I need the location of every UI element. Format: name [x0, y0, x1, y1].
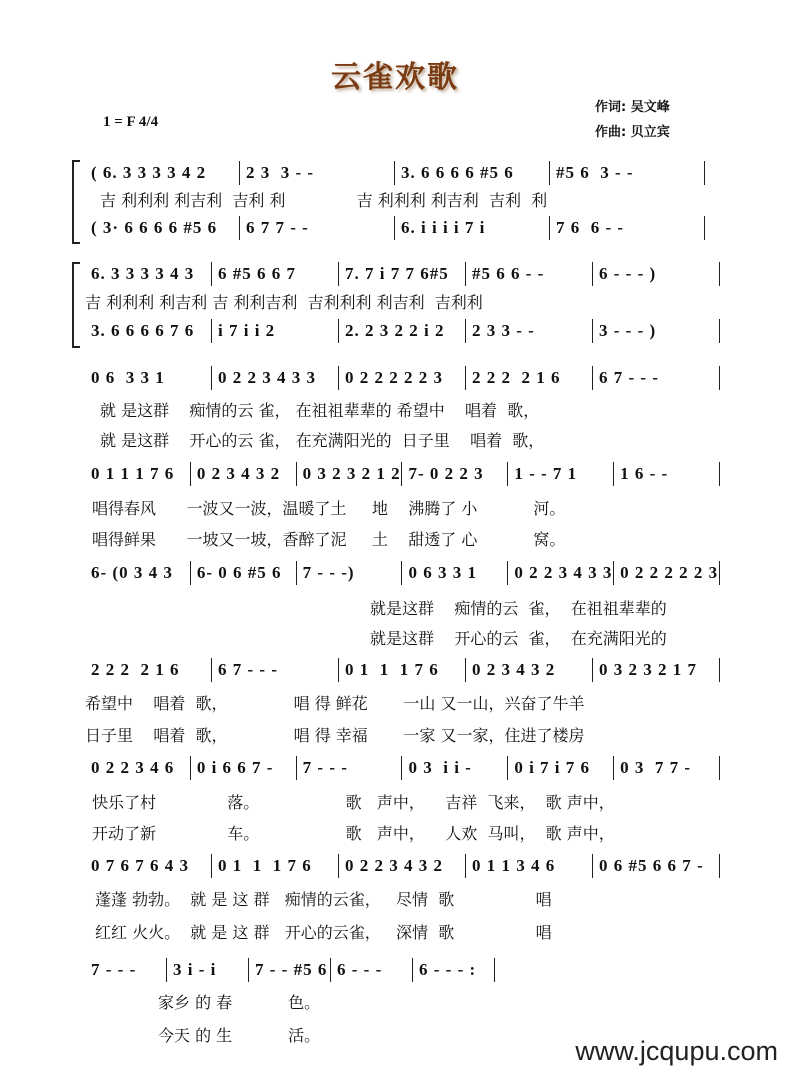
measure: 7 - - - [297, 756, 403, 780]
watermark: www.jcqupu.com [575, 1036, 778, 1066]
measure: 3. 6 6 6 6 7 6 [85, 319, 212, 343]
measure: 2 3 3 - - [466, 319, 593, 343]
measure: 0 1 1 1 7 6 [212, 854, 339, 878]
lyricist: 作词: 吴文峰 [595, 100, 670, 115]
notation-row [85, 958, 495, 982]
lyrics-line: 希望中 唱着 歌， 唱 得 鲜花 一山 又一山，兴奋了牛羊 [85, 694, 585, 713]
measure: 7 - - #5 6 [249, 958, 331, 982]
measure: 0 2 2 2 2 2 3 [614, 561, 720, 585]
measure: 1 - - 7 1 [508, 462, 614, 486]
system-bracket [72, 160, 80, 244]
lyrics-line: 就 是这群 开心的云 雀， 在充满阳光的 日子里 唱着 歌， [100, 431, 545, 450]
lyrics-line: 唱得春风 一波又一波，温暖了土 地 沸腾了 小 河。 [92, 499, 566, 518]
measure: 6. i i i i 7 i [395, 216, 550, 240]
measure: 0 3 2 3 2 1 7 [593, 658, 720, 682]
measure: 7 - - -) [297, 561, 403, 585]
measure: 7 - - - [85, 958, 167, 982]
lyrics-line: 快乐了村 落。 歌 声中， 吉祥 飞来， 歌 声中， [92, 793, 615, 812]
measure: 6. 3 3 3 3 4 3 [85, 262, 212, 286]
measure: 0 2 2 3 4 3 3 [508, 561, 614, 585]
measure: 0 2 3 4 3 2 [191, 462, 297, 486]
measure: 0 2 2 3 4 3 3 [212, 366, 339, 390]
measure: 0 2 2 2 2 2 3 [339, 366, 466, 390]
composer: 作曲: 贝立宾 [595, 125, 670, 140]
measure: 0 6 3 3 1 [402, 561, 508, 585]
measure: 6- 0 6 #5 6 [191, 561, 297, 585]
measure: 7- 0 2 2 3 [402, 462, 508, 486]
measure: 0 3 2 3 2 1 2 [297, 462, 403, 486]
measure: 0 2 3 4 3 2 [466, 658, 593, 682]
measure: 1 6 - - [614, 462, 720, 486]
key-signature: 1 = F 4/4 [103, 114, 159, 130]
notation-row [85, 262, 720, 286]
notation-row [85, 462, 720, 486]
lyrics-line: 红红 火火。 就 是 这 群 开心的云雀， 深情 歌 唱 [95, 923, 552, 942]
notation-row [85, 319, 720, 343]
lyrics-line: 就是这群 开心的云 雀， 在充满阳光的 [370, 629, 667, 648]
measure: 0 1 1 1 7 6 [339, 658, 466, 682]
lyrics-line: 今天 的 生 活。 [158, 1026, 321, 1045]
lyrics-line: 就 是这群 痴情的云 雀， 在祖祖辈辈的 希望中 唱着 歌， [100, 401, 540, 420]
measure: 7. 7 i 7 7 6#5 [339, 262, 466, 286]
measure: ( 3· 6 6 6 6 #5 6 [85, 216, 240, 240]
measure: 0 2 2 3 4 3 2 [339, 854, 466, 878]
notation-row [85, 366, 720, 390]
lyrics-line: 开动了新 车。 歌 声中， 人欢 马叫， 歌 声中， [92, 824, 615, 843]
measure: ( 6. 3 3 3 3 4 2 [85, 161, 240, 185]
measure: 6 7 - - - [212, 658, 339, 682]
lyrics-line: 家乡 的 春 色。 [158, 993, 321, 1012]
notation-row [85, 161, 705, 185]
measure: 2. 2 3 2 2 i 2 [339, 319, 466, 343]
lyrics-line: 就是这群 痴情的云 雀， 在祖祖辈辈的 [370, 599, 667, 618]
notation-row [85, 216, 705, 240]
measure: 7 6 6 - - [550, 216, 705, 240]
measure: 6 7 7 - - [240, 216, 395, 240]
notation-row [85, 658, 720, 682]
measure: 6 7 - - - [593, 366, 720, 390]
measure: #5 6 6 - - [466, 262, 593, 286]
song-title: 云雀欢歌 [331, 60, 459, 95]
measure: 6- (0 3 4 3 [85, 561, 191, 585]
measure: 2 2 2 2 1 6 [85, 658, 212, 682]
measure: 0 6 3 3 1 [85, 366, 212, 390]
measure: #5 6 3 - - [550, 161, 705, 185]
measure: 6 #5 6 6 7 [212, 262, 339, 286]
notation-row [85, 854, 720, 878]
measure: 0 i 6 6 7 - [191, 756, 297, 780]
measure: 2 3 3 - - [240, 161, 395, 185]
lyrics-line: 日子里 唱着 歌， 唱 得 幸福 一家 又一家，住进了楼房 [85, 726, 585, 745]
measure: 3 i - i [167, 958, 249, 982]
measure: 0 6 #5 6 6 7 - [593, 854, 720, 878]
measure: 0 1 1 3 4 6 [466, 854, 593, 878]
notation-row [85, 756, 720, 780]
measure: 0 1 1 1 7 6 [85, 462, 191, 486]
lyrics-line: 唱得鲜果 一坡又一坡，香醉了泥 土 甜透了 心 窝。 [92, 530, 566, 549]
lyrics-line: 吉 利利利 利吉利 吉利 利 吉 利利利 利吉利 吉利 利 [100, 191, 548, 210]
measure: 6 - - - ) [593, 262, 720, 286]
measure: 3 - - - ) [593, 319, 720, 343]
lyrics-line: 蓬蓬 勃勃。 就 是 这 群 痴情的云雀， 尽情 歌 唱 [95, 890, 552, 909]
measure: 0 7 6 7 6 4 3 [85, 854, 212, 878]
measure: 6 - - - [331, 958, 413, 982]
measure: 3. 6 6 6 6 #5 6 [395, 161, 550, 185]
system-bracket [72, 262, 80, 348]
measure: 0 2 2 3 4 6 [85, 756, 191, 780]
measure: 2 2 2 2 1 6 [466, 366, 593, 390]
measure: 0 i 7 i 7 6 [508, 756, 614, 780]
lyrics-line: 吉 利利利 利吉利 吉 利利吉利 吉利利利 利吉利 吉利利 [85, 293, 483, 312]
measure: 0 3 7 7 - [614, 756, 720, 780]
measure: 0 3 i i - [402, 756, 508, 780]
measure: 6 - - - : [413, 958, 495, 982]
notation-row [85, 561, 720, 585]
measure: i 7 i i 2 [212, 319, 339, 343]
